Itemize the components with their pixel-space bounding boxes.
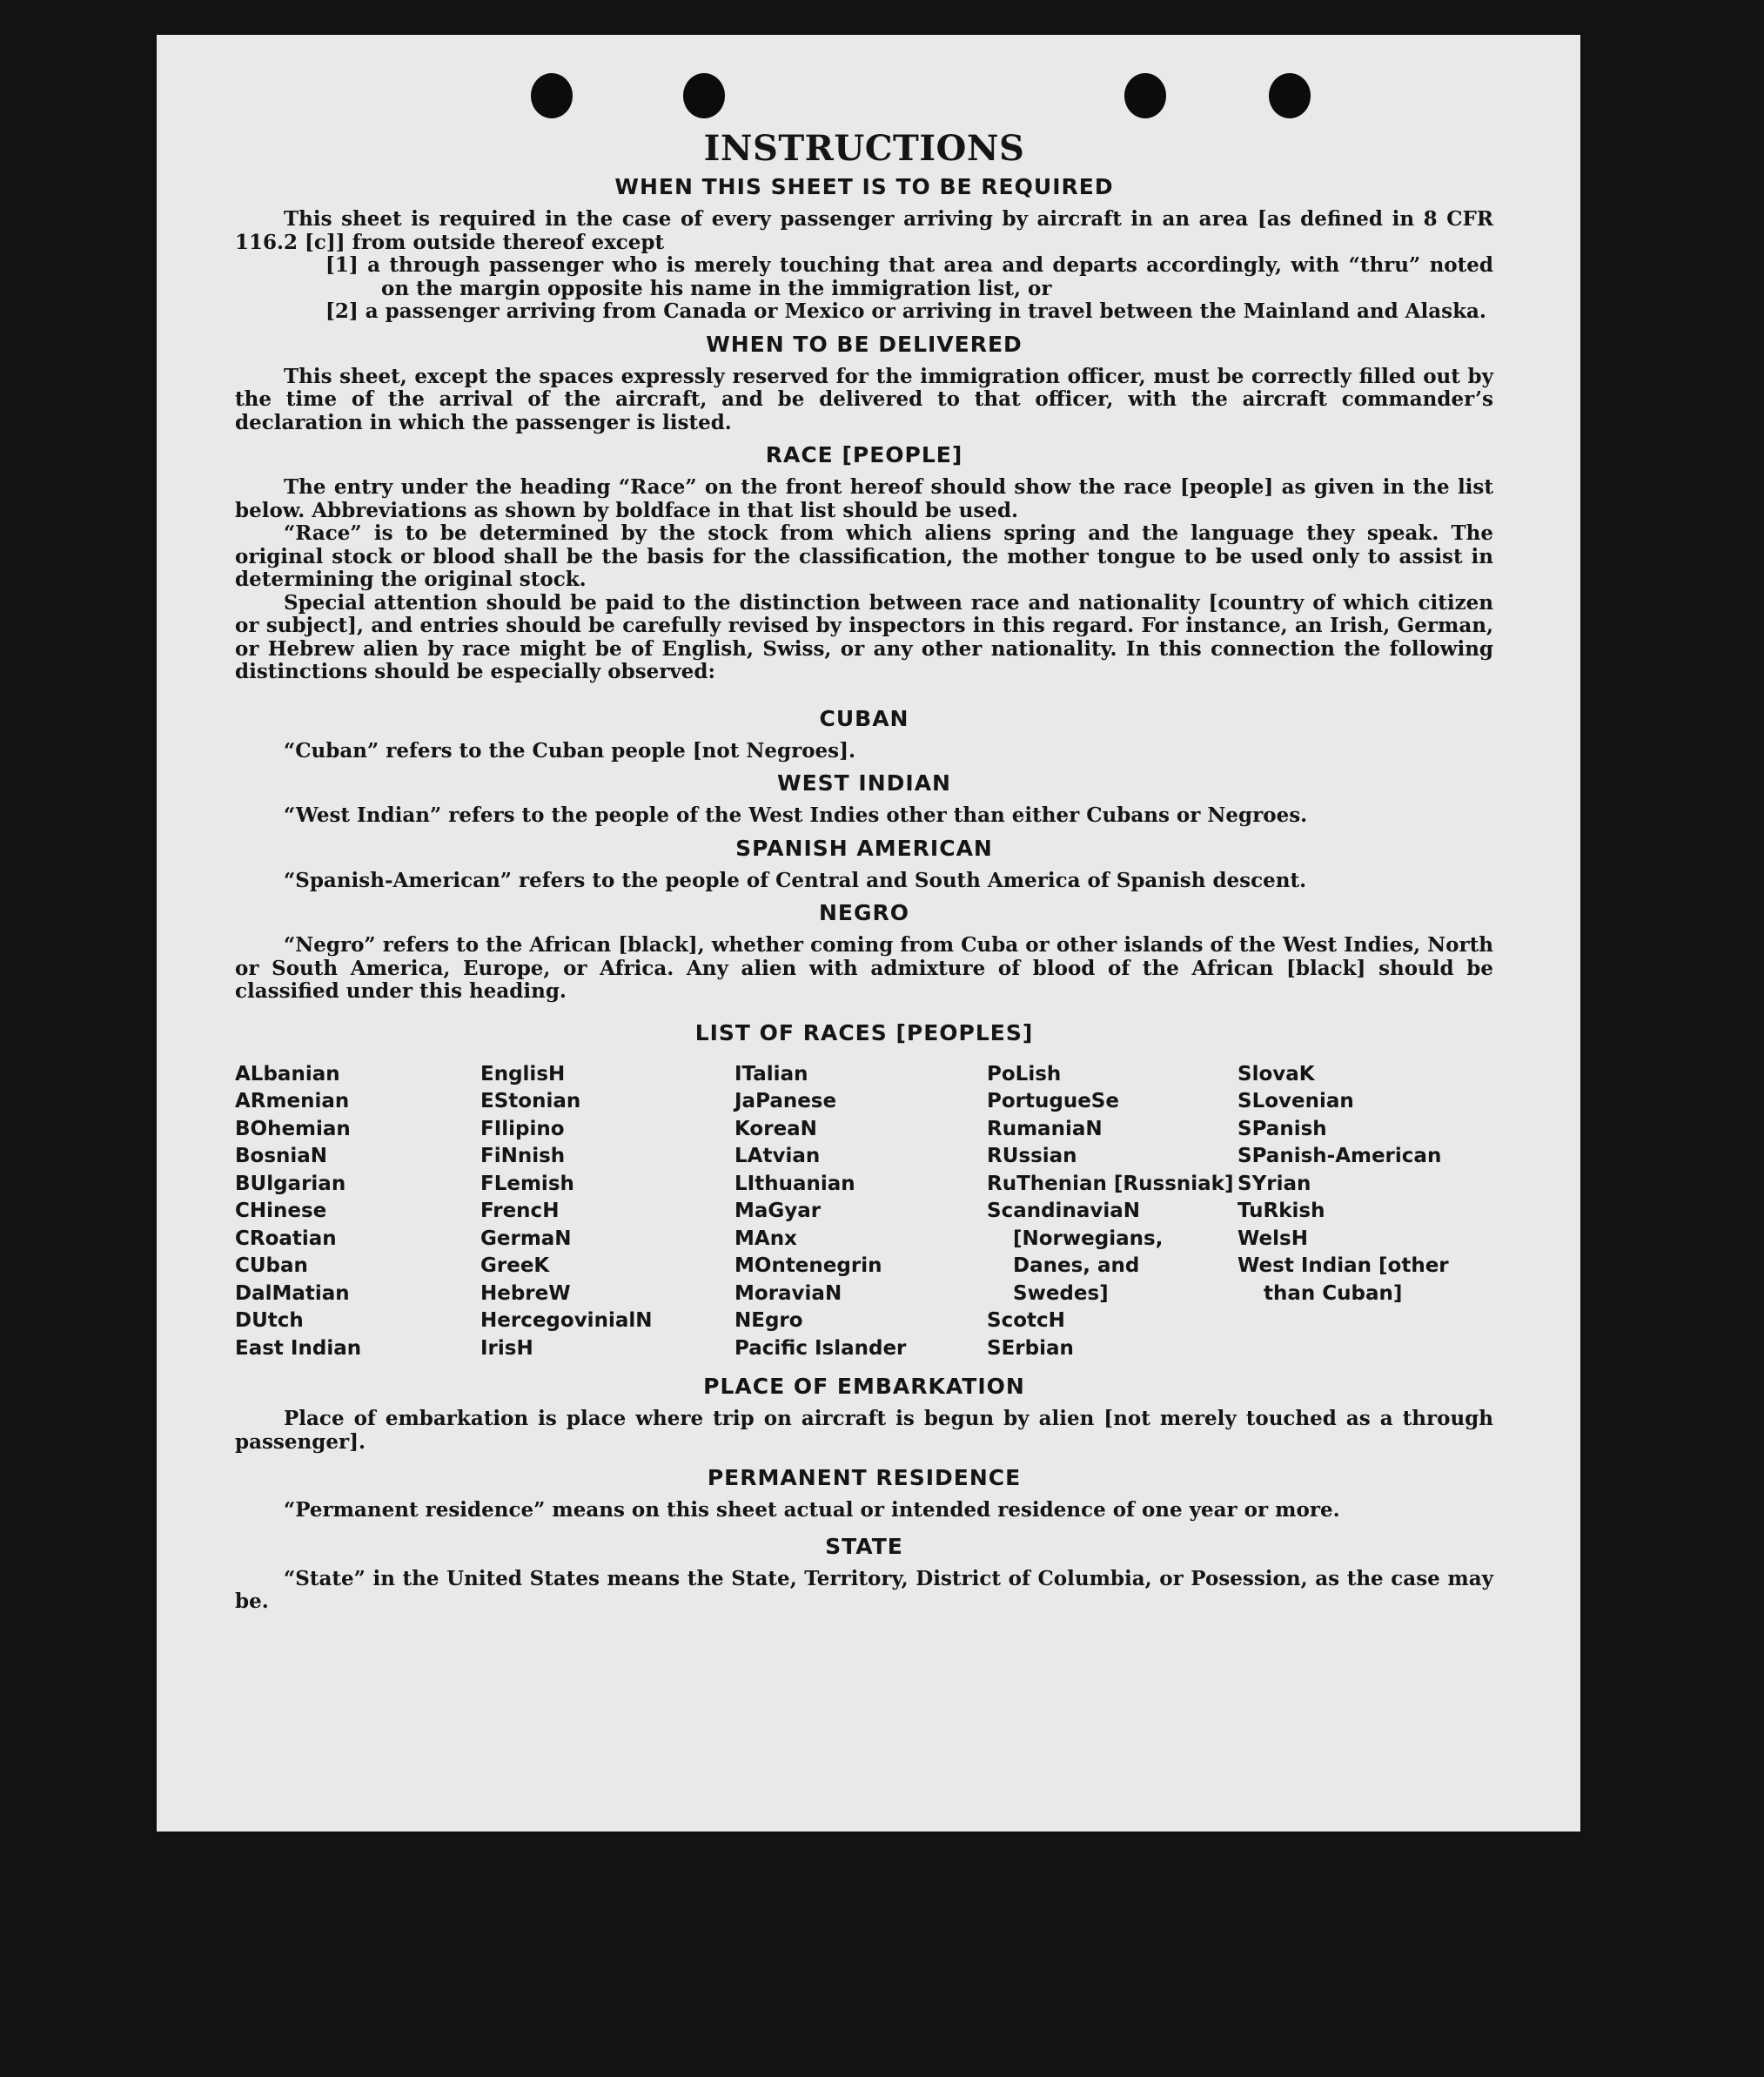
race-item: HercegovinialN — [480, 1309, 653, 1332]
delivered-text: This sheet, except the spaces expressly reserved for the immigration officer, must be correctly filled out by the time of the arrival of the aircraft, and be delivered to that officer, with the aircraft commander’s declaration in which the passenger is listed. — [235, 364, 1493, 434]
section-heading-negro: NEGRO — [818, 900, 910, 925]
race-item: BosniaN — [235, 1145, 328, 1167]
race-item: Pacific Islander — [734, 1336, 907, 1360]
race-item: ALbanian — [235, 1062, 340, 1086]
race-paragraph-2: “Race” is to be determined by the stock from which aliens spring and the language they speak. The original stock or blood shall be the basis for the classification, the mother tongue to be used only to assist in determining the original stock. — [235, 521, 1493, 591]
race-item: DUtch — [235, 1309, 304, 1332]
race-item: FrencH — [480, 1200, 560, 1222]
residence-text: “Permanent residence” means on this sheet actual or intended residence of one year or more. — [284, 1498, 1340, 1522]
state-text: “State” in the United States means the State, Territory, District of Columbia, or Posession, as the case may be. — [235, 1566, 1493, 1613]
race-item: KoreaN — [734, 1117, 817, 1140]
section-heading-race: RACE [PEOPLE] — [765, 442, 963, 467]
race-item: RuThenian [Russniak] — [987, 1172, 1234, 1195]
race-item: IrisH — [480, 1336, 533, 1360]
race-item: DalMatian — [235, 1281, 350, 1305]
race-item: GermaN — [480, 1227, 572, 1250]
race-item: CHinese — [235, 1200, 327, 1222]
race-item: ARmenian — [235, 1090, 350, 1112]
section-heading-west-indian: WEST INDIAN — [777, 770, 951, 796]
document-sheet — [157, 35, 1580, 1832]
cuban-text: “Cuban” refers to the Cuban people [not Negroes]. — [284, 738, 856, 763]
race-item: MOntenegrin — [734, 1254, 882, 1277]
punch-hole — [683, 73, 725, 118]
section-heading-spanish-american: SPANISH AMERICAN — [735, 835, 993, 861]
race-list-column — [235, 1061, 480, 1363]
section-heading-delivered: WHEN TO BE DELIVERED — [706, 331, 1023, 357]
race-item: NEgro — [734, 1309, 803, 1332]
instructions-content — [235, 126, 1493, 1614]
punch-hole — [1124, 73, 1166, 118]
race-list-column — [987, 1061, 1237, 1363]
page-title: INSTRUCTIONS — [703, 128, 1025, 169]
race-item: MaGyar — [734, 1200, 822, 1222]
race-item: PoLish — [987, 1062, 1062, 1086]
race-item: SYrian — [1237, 1172, 1311, 1195]
race-item: FiNnish — [480, 1145, 566, 1167]
race-list-column — [734, 1061, 987, 1363]
race-item: FIlipino — [480, 1117, 565, 1140]
section-heading-state: STATE — [825, 1533, 903, 1559]
race-item: ScandinaviaN [Norwegians, Danes, and Swedes] — [987, 1200, 1164, 1305]
section-heading-required: WHEN THIS SHEET IS TO BE REQUIRED — [614, 174, 1114, 199]
race-item: JaPanese — [734, 1090, 837, 1112]
race-item: MAnx — [734, 1227, 797, 1250]
race-item: BUlgarian — [235, 1172, 346, 1195]
race-item: WelsH — [1237, 1227, 1308, 1250]
race-item: SLovenian — [1237, 1090, 1354, 1112]
required-intro: This sheet is required in the case of every passenger arriving by aircraft in an area [as defined in 8 CFR 116.2 [c]] from outside thereof except — [235, 207, 1493, 254]
race-item: ScotcH — [987, 1309, 1065, 1332]
race-item: HebreW — [480, 1281, 571, 1305]
section-heading-cuban: CUBAN — [819, 705, 909, 731]
race-item: TuRkish — [1237, 1200, 1325, 1222]
race-list-column — [1237, 1061, 1493, 1363]
race-item: SlovaK — [1237, 1062, 1315, 1086]
race-item: RUssian — [987, 1145, 1077, 1167]
punch-hole — [531, 73, 573, 118]
race-item: LIthuanian — [734, 1172, 855, 1195]
race-item: RumaniaN — [987, 1117, 1103, 1140]
punch-hole — [1269, 73, 1311, 118]
race-item: ITalian — [734, 1062, 808, 1086]
race-item: FLemish — [480, 1172, 574, 1195]
race-item: EnglisH — [480, 1062, 566, 1086]
race-item: PortugueSe — [987, 1090, 1119, 1112]
negro-text: “Negro” refers to the African [black], whether coming from Cuba or other islands of the West Indies, North or South America, Europe, or Africa. Any alien with admixture of blood of the African [black] should be classified under this heading. — [235, 933, 1493, 1003]
race-item: SErbian — [987, 1336, 1074, 1360]
race-item: East Indian — [235, 1336, 362, 1360]
embarkation-text: Place of embarkation is place where trip on aircraft is begun by alien [not merely touched as a through passenger]. — [235, 1407, 1493, 1454]
race-list-column — [480, 1061, 734, 1363]
race-item: BOhemian — [235, 1117, 351, 1140]
race-item: CRoatian — [235, 1227, 337, 1250]
race-item: West Indian [other than Cuban] — [1237, 1254, 1449, 1305]
race-paragraph-3: Special attention should be paid to the distinction between race and nationality [country of which citizen or subject], and entries should be carefully revised by inspectors in this regard. For instance, an Irish, German, or Hebrew alien by race might be of English, Swiss, or any other nationality. In this connection the following distinctions should be especially observed: — [235, 590, 1493, 683]
race-list — [235, 1061, 1493, 1363]
west-indian-text: “West Indian” refers to the people of the West Indies other than either Cubans or Negroes. — [284, 803, 1308, 827]
section-heading-embarkation: PLACE OF EMBARKATION — [703, 1374, 1025, 1399]
required-item-1: [1] a through passenger who is merely touching that area and departs accordingly, with “thru” noted on the margin opposite his name in the immigration list, or — [325, 253, 1493, 300]
section-heading-residence: PERMANENT RESIDENCE — [707, 1465, 1022, 1490]
spanish-american-text: “Spanish-American” refers to the people of Central and South America of Spanish descent. — [284, 868, 1307, 892]
section-heading-list: LIST OF RACES [PEOPLES] — [694, 1019, 1034, 1045]
race-item: LAtvian — [734, 1145, 821, 1167]
required-item-2: [2] a passenger arriving from Canada or Mexico or arriving in travel between the Mainland and Alaska. — [325, 299, 1486, 323]
race-item: SPanish-American — [1237, 1145, 1442, 1167]
race-item: GreeK — [480, 1254, 550, 1277]
race-paragraph-1: The entry under the heading “Race” on the front hereof should show the race [people] as given in the list below. Abbreviations as shown by boldface in that list should be used. — [235, 475, 1493, 522]
race-item: MoraviaN — [734, 1281, 842, 1305]
race-item: SPanish — [1237, 1117, 1327, 1140]
race-item: CUban — [235, 1254, 308, 1277]
race-item: EStonian — [480, 1090, 581, 1112]
